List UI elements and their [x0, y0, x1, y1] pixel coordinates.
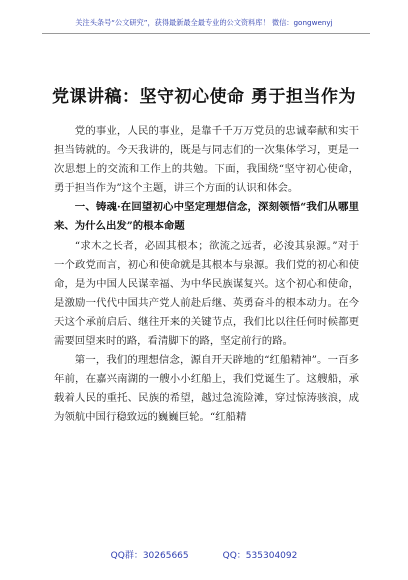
- footer-qq: QQ：535304092: [222, 551, 298, 561]
- document-title: 党课讲稿：坚守初心使命 勇于担当作为: [52, 87, 356, 107]
- footer-contact: [0, 548, 408, 561]
- document-body: [54, 122, 359, 428]
- paragraph-root-source: “求木之长者，必固其根本；欲流之远者，必浚其泉源。”对于一个政党而言，初心和使命就是其根本与泉源。我们党的初心和使命，是为中国人民谋幸福、为中华民族谋复兴。这个初心和使命，是激励一代代中国共产党人前赴后继、英勇奋斗的根本动力。在今天这个承前启后、继往开来的关键节点，我们比以往任何时候都更需要回望来时的路，看清脚下的路，坚定前行的路。: [54, 239, 359, 348]
- paragraph-red-boat: 第一，我们的理想信念，源自开天辟地的“红船精神”。一百多年前，在嘉兴南湖的一艘小小红船上，我们党诞生了。这艘船，承载着人民的重托、民族的希望，越过急流险滩，穿过惊涛骇浪，成为领航中国行稳致远的巍巍巨轮。“红船精: [54, 354, 359, 424]
- header-divider: [42, 33, 370, 34]
- header-notice: 关注头条号“公文研究”，获得最新最全最专业的公文资料库！ 微信：gongwenyj: [75, 18, 333, 27]
- footer-qq-group: QQ群：30265665: [110, 551, 189, 561]
- section-heading-1: 一、铸魂·在回望初心中坚定理想信念，深刻领悟“我们从哪里来、为什么出发”的根本命题: [54, 201, 359, 233]
- paragraph-intro: 党的事业，人民的事业，是靠千千万万党员的忠诚奉献和实干担当铸就的。今天我讲的，既是与同志们的一次集体学习，更是一次思想上的交流和工作上的共勉。下面，我围绕“坚守初心使命，勇于担当作为”这个主题，讲三个方面的认识和体会。: [54, 125, 359, 195]
